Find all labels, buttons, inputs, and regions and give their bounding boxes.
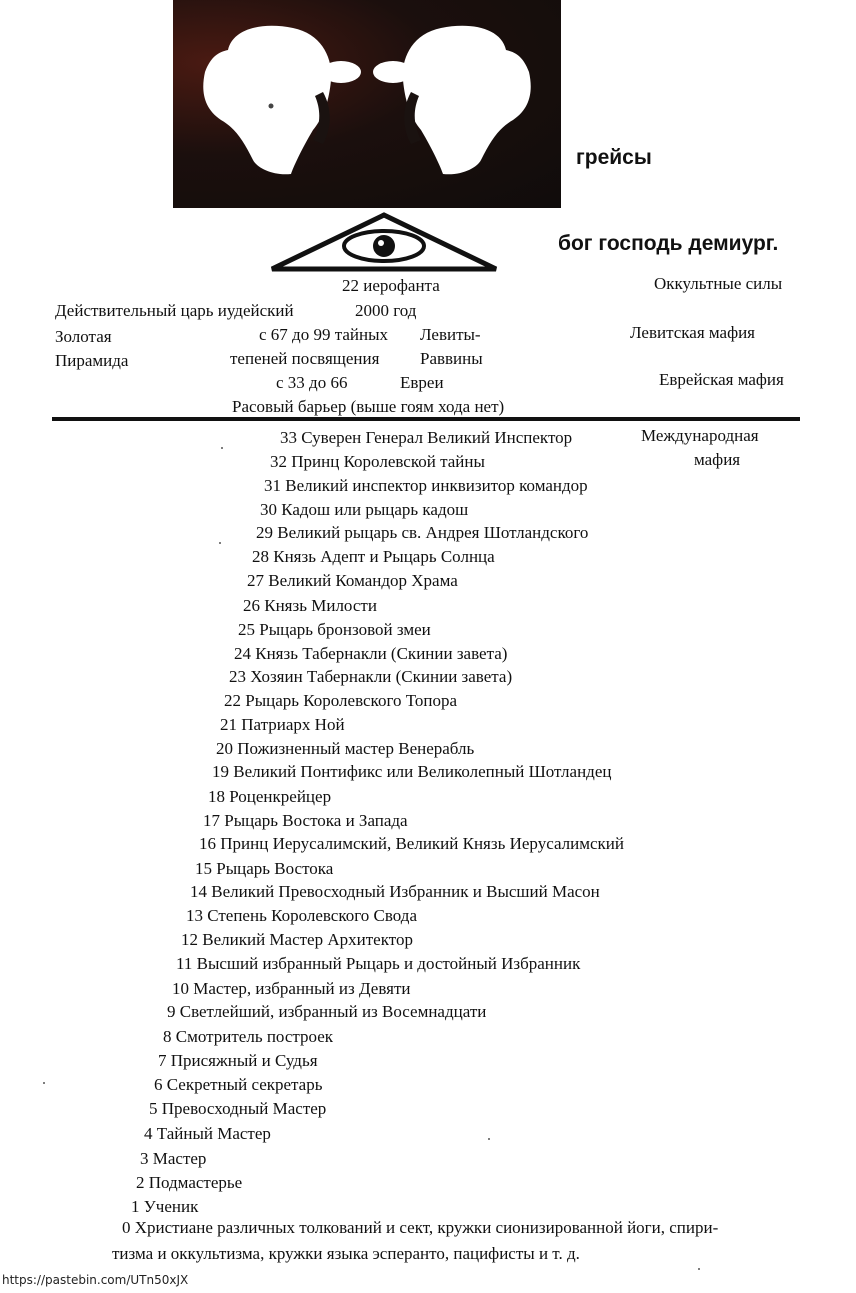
occult-forces-text: Оккультные силы (654, 274, 783, 293)
degree-16: 16 Принц Иерусалимский, Великий Князь Иерусалимский (199, 834, 624, 853)
degree-18: 18 Роценкрейцер (208, 787, 332, 806)
degree-17: 17 Рыцарь Востока и Запада (203, 811, 408, 830)
greys-image (173, 0, 561, 208)
golden-text: Золотая (55, 327, 112, 346)
degree-4: 4 Тайный Мастер (144, 1124, 271, 1143)
degree-25: 25 Рыцарь бронзовой змеи (238, 620, 431, 639)
degrees-33-66-text: с 33 до 66 (276, 373, 348, 392)
greys-label: грейсы (576, 146, 652, 169)
pyramid-text: Пирамида (55, 351, 129, 370)
scan-speck (221, 447, 223, 449)
degree-10: 10 Мастер, избранный из Девяти (172, 979, 411, 998)
grey-alien-head-icon (173, 0, 561, 208)
levite-mafia-text: Левитская мафия (630, 323, 756, 342)
degree-15: 15 Рыцарь Востока (195, 859, 334, 878)
hierophants-text: 22 иерофанта (342, 276, 440, 295)
degree-0-line-2: тизма и оккультизма, кружки языка эсперанто, пацифисты и т. д. (112, 1244, 580, 1263)
degree-23: 23 Хозяин Табернакли (Скинии завета) (229, 667, 513, 686)
degree-26: 26 Князь Милости (243, 596, 377, 615)
rabbis-text: Раввины (420, 349, 483, 368)
racial-barrier-text: Расовый барьер (выше гоям хода нет) (232, 397, 505, 416)
jews-text: Евреи (400, 373, 444, 392)
degree-3: 3 Мастер (140, 1149, 207, 1168)
degree-20: 20 Пожизненный мастер Венерабль (216, 739, 475, 758)
degree-11: 11 Высший избранный Рыцарь и достойный Избранник (176, 954, 581, 973)
scan-speck (43, 1082, 45, 1084)
jewish-mafia-text: Еврейская мафия (659, 370, 784, 389)
degree-29: 29 Великий рыцарь св. Андрея Шотландского (256, 523, 589, 542)
degree-1: 1 Ученик (131, 1197, 199, 1216)
degree-13: 13 Степень Королевского Свода (186, 906, 418, 925)
degree-6: 6 Секретный секретарь (154, 1075, 323, 1094)
racial-barrier-line (52, 417, 800, 421)
degree-5: 5 Превосходный Мастер (149, 1099, 327, 1118)
scan-speck (488, 1138, 490, 1140)
year-text: 2000 год (355, 301, 417, 320)
degree-12: 12 Великий Мастер Архитектор (181, 930, 413, 949)
degree-24: 24 Князь Табернакли (Скинии завета) (234, 644, 508, 663)
degree-28: 28 Князь Адепт и Рыцарь Солнца (252, 547, 495, 566)
scan-speck (219, 542, 221, 544)
degree-9: 9 Светлейший, избранный из Восемнадцати (167, 1002, 487, 1021)
degree-21: 21 Патриарх Ной (220, 715, 345, 734)
source-url-link[interactable]: https://pastebin.com/UTn50xJX (2, 1273, 189, 1287)
scan-speck (698, 1268, 700, 1270)
demiurge-label: бог господь демиург. (558, 232, 779, 255)
all-seeing-eye-pyramid-icon (268, 212, 500, 277)
levites-text: Левиты- (420, 325, 481, 344)
degree-0-line-1: 0 Христиане различных толкований и сект, кружки сионизированной йоги, спири- (122, 1218, 719, 1237)
degree-33: 33 Суверен Генерал Великий Инспектор (280, 428, 573, 447)
degree-27: 27 Великий Командор Храма (247, 571, 458, 590)
degree-8: 8 Смотритель построек (163, 1027, 334, 1046)
degree-14: 14 Великий Превосходный Избранник и Высший Масон (190, 882, 600, 901)
degree-32: 32 Принц Королевской тайны (270, 452, 485, 471)
international-mafia-line-2: мафия (694, 450, 741, 469)
initiation-text: тепеней посвящения (230, 349, 380, 368)
degree-19: 19 Великий Понтификс или Великолепный Шотландец (212, 762, 612, 781)
degrees-67-99-text: с 67 до 99 тайных (259, 325, 388, 344)
degree-31: 31 Великий инспектор инквизитор командор (264, 476, 588, 495)
king-of-judea-text: Действительный царь иудейский (55, 301, 294, 320)
degree-22: 22 Рыцарь Королевского Топора (224, 691, 457, 710)
degree-7: 7 Присяжный и Судья (158, 1051, 318, 1070)
international-mafia-line-1: Международная (641, 426, 759, 445)
degree-2: 2 Подмастерье (136, 1173, 243, 1192)
degree-30: 30 Кадош или рыцарь кадош (260, 500, 469, 519)
